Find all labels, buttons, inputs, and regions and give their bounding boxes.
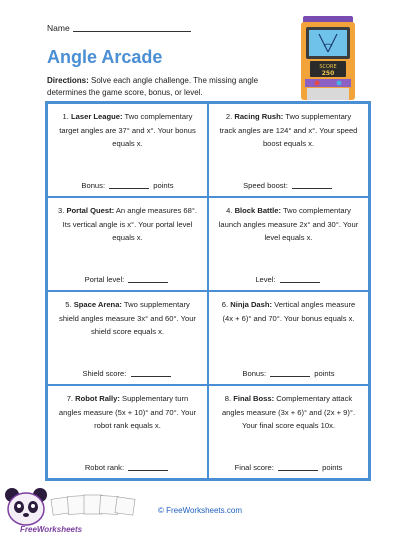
answer-blank[interactable] xyxy=(128,282,168,283)
answer-line xyxy=(209,463,368,472)
problem-card xyxy=(47,385,208,479)
answer-label: Final score: xyxy=(234,463,276,472)
answer-blank[interactable] xyxy=(128,470,168,471)
problem-grid xyxy=(45,101,371,481)
problem-text: Supplementary turn angles measure (5x + 10)° and 70°. Your robot rank equals x. xyxy=(58,394,197,430)
answer-blank[interactable] xyxy=(109,188,149,189)
answer-line xyxy=(209,275,368,284)
answer-line xyxy=(48,463,207,472)
problem-text: Two complementary target angles are 37° and x°. Your bonus equals x. xyxy=(59,112,196,148)
arcade-screen-label: SCORE xyxy=(319,64,337,70)
brand-logo-text: FreeWorksheets xyxy=(20,525,83,534)
problem-number: 4. xyxy=(226,206,233,215)
problem-card xyxy=(208,385,369,479)
problem-card xyxy=(208,197,369,291)
answer-label: Shield score: xyxy=(82,369,129,378)
directions-text: Solve each angle challenge. The missing angle determines the game score, bonus, or level. xyxy=(47,76,259,97)
answer-label: Portal level: xyxy=(84,275,127,284)
problem-number: 3. xyxy=(58,206,65,215)
problem-text: Complementary attack angles measure (3x + 6)° and (2x + 9)°. Your final score equals 10x. xyxy=(221,394,356,430)
answer-label: Robot rank: xyxy=(84,463,127,472)
problem-title: Block Battle: xyxy=(234,206,281,215)
problem-card xyxy=(47,103,208,197)
problem-title: Robot Rally: xyxy=(75,394,120,403)
problem-text: Two complementary launch angles measure 2x° and 30°. Your level equals x. xyxy=(218,206,359,242)
name-blank-line xyxy=(73,31,191,32)
answer-label: Bonus: xyxy=(81,181,108,190)
answer-blank[interactable] xyxy=(131,376,171,377)
name-label: Name xyxy=(47,23,70,33)
problem-title: Portal Quest: xyxy=(66,206,115,215)
problem-text: An angle measures 68°. Its vertical angle is x°. Your portal level equals x. xyxy=(62,206,197,242)
problem-card xyxy=(208,103,369,197)
answer-blank[interactable] xyxy=(280,282,320,283)
answer-suffix: points xyxy=(319,463,343,472)
page-title: Angle Arcade xyxy=(47,47,163,67)
name-field-row xyxy=(47,23,191,33)
answer-label: Level: xyxy=(255,275,278,284)
answer-suffix: points xyxy=(312,369,335,378)
problem-title: Space Arena: xyxy=(73,300,122,309)
problem-card xyxy=(47,197,208,291)
arcade-score: 250 xyxy=(321,70,335,77)
problem-title: Ninja Dash: xyxy=(230,300,273,309)
answer-line xyxy=(209,181,368,190)
problem-text: Vertical angles measure (4x + 6)° and 70°. Your bonus equals x. xyxy=(222,300,356,323)
answer-suffix: points xyxy=(151,181,174,190)
directions-label: Directions: xyxy=(47,76,89,85)
problem-card xyxy=(47,291,208,385)
directions xyxy=(47,75,287,99)
problem-title: Final Boss: xyxy=(233,394,275,403)
problem-title: Laser League: xyxy=(71,112,123,121)
problem-number: 1. xyxy=(62,112,69,121)
problem-text: Two supplementary track angles are 124° and x°. Your speed boost equals x. xyxy=(219,112,358,148)
answer-line xyxy=(48,181,207,190)
answer-line xyxy=(209,369,368,378)
answer-blank[interactable] xyxy=(292,188,332,189)
problem-number: 7. xyxy=(66,394,74,403)
problem-number: 8. xyxy=(224,394,232,403)
answer-line xyxy=(48,275,207,284)
worksheet-stack-icon xyxy=(50,492,140,516)
answer-label: Bonus: xyxy=(242,369,269,378)
answer-blank[interactable] xyxy=(270,376,310,377)
problem-number: 2. xyxy=(225,112,233,121)
arcade-machine-illustration xyxy=(297,16,359,100)
answer-line xyxy=(48,369,207,378)
problem-number: 5. xyxy=(65,300,72,309)
answer-blank[interactable] xyxy=(278,470,318,471)
problem-title: Racing Rush: xyxy=(234,112,284,121)
answer-label: Speed boost: xyxy=(243,181,290,190)
problem-text: Two supplementary shield angles measure 3x° and 60°. Your shield score equals x. xyxy=(59,300,196,336)
problem-card xyxy=(208,291,369,385)
problem-number: 6. xyxy=(221,300,229,309)
footer-link[interactable]: © FreeWorksheets.com xyxy=(158,506,242,515)
